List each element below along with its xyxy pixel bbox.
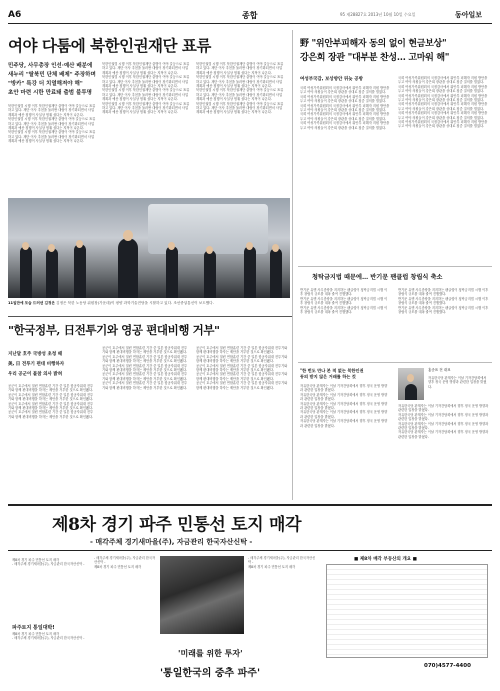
ad-property-table: [326, 564, 488, 658]
issue-date: 95 제28827호 2013년 10월 10일 수요일: [340, 12, 416, 17]
main-body-col1: 북한인권법 시행 이후 북한인권재단 출범이 여야 갈등으로 표류하고 있다. 재단 이사 추천을 둘러싼 대립이 장기화되면서 사업 계획과 예산 집행이 사실상 멈춰 섰다는 지적이 나온다. 북한인권법 시행 이후 북한인권재단 출범이 여야 갈등으로 표류하고 있다. 재단 이사 추천을 둘러싼 대립이 장기화되면서 사업 계획과 예산 집행이 사실상 멈춰 섰다는 지적이 나온다. 북한인권법 시행 이후 북한인권재단 출범이 여야 갈등으로 표류하고 있다. 재단 이사 추천을 둘러싼 대립이 장기화되면서 사업 계획과 예산 집행이 사실상 멈춰 섰다는 지적이 나온다.: [8, 104, 96, 144]
ad-left-label: 파주토지 통일대박!: [12, 625, 55, 631]
official-head: [246, 242, 253, 250]
ad-map-image: [160, 556, 244, 634]
right-body-col2: 국회 여성가족위원회의 국정감사에서 위안부 피해자 지원 방안을 두고 여야 의원들이 강은희 장관을 상대로 집중 질의를 벌였다. 국회 여성가족위원회의 국정감사에서 위안부 피해자 지원 방안을 두고 여야 의원들이 강은희 장관을 상대로 집중 질의를 벌였다. 국회 여성가족위원회의 국정감사에서 위안부 피해자 지원 방안을 두고 여야 의원들이 강은희 장관을 상대로 집중 질의를 벌였다. 국회 여성가족위원회의 국정감사에서 위안부 피해자 지원 방안을 두고 여야 의원들이 강은희 장관을 상대로 집중 질의를 벌였다. 국회 여성가족위원회의 국정감사에서 위안부 피해자 지원 방안을 두고 여야 의원들이 강은희 장관을 상대로 집중 질의를 벌였다. 국회 여성가족위원회의 국정감사에서 위안부 피해자 지원 방안을 두고 여야 의원들이 강은희 장관을 상대로 집중 질의를 벌였다.: [398, 76, 488, 129]
main-subhead: "방카" 특강 더 치열해져야 해": [8, 81, 83, 87]
quote-subhead: 지난달 호주 국방성 초청 때: [8, 352, 63, 357]
quote-subhead: 우리 공군이 불참 의사 밝혀: [8, 372, 63, 377]
ad-middle-right-text: - 매각주체 경기새마을(주), 자금관리 한국자산신탁 - 제8차 경기 파주 민통선 토지 매각: [248, 556, 316, 569]
section-divider: [298, 362, 492, 363]
ad-slogan-1: '미래를 위한 투자': [178, 648, 243, 658]
ad-left-text-2: 제8차 경기 파주 민통선 토지 매각 - 매각주체 경기새마을(주), 자금관리 한국자산신탁 -: [12, 632, 85, 641]
quote-body-col1: 공군이 호주에서 열린 연합훈련 기간 중 일본 항공자위대 전투기와 함께 편대비행을 하자는 제안을 거부한 것으로 확인됐다. 공군이 호주에서 열린 연합훈련 기간 중 일본 항공자위대 전투기와 함께 편대비행을 하자는 제안을 거부한 것으로 확인됐다. 공군이 호주에서 열린 연합훈련 기간 중 일본 항공자위대 전투기와 함께 편대비행을 하자는 제안을 거부한 것으로 확인됐다. 공군이 호주에서 열린 연합훈련 기간 중 일본 항공자위대 전투기와 함께 편대비행을 하자는 제안을 거부한 것으로 확인됐다.: [8, 384, 94, 419]
photo-caption-text: 김정은 북한 노동당 위원장(가운데)이 평양 과학기술전당을 시찰하고 있다. 조선중앙통신이 보도했다.: [56, 301, 214, 305]
right-headline-1: 野 "위안부피해자 동의 없이 현금보상": [300, 39, 447, 49]
section-divider: [298, 266, 492, 267]
official-head: [76, 240, 83, 248]
right-subhead: 여성부국감, 보상방안 뒤늦 공방: [300, 77, 363, 82]
kim-jong-un-head: [123, 230, 133, 241]
official-figure: [270, 248, 282, 298]
third-right-headline: [300, 368, 390, 380]
photo-caption: [8, 301, 292, 306]
official-head: [272, 244, 279, 252]
official-head: [22, 242, 29, 250]
official-figure: [166, 246, 178, 298]
third-right-subhead: 동의 받지 않은 거래를 하는 것: [300, 374, 356, 379]
quote-headline: "한국정부, 日전투기와 영공 편대비행 거부": [8, 323, 220, 337]
section-label: 종합: [242, 11, 258, 20]
main-subheads: [8, 62, 96, 98]
second-right-body-col2: 반기문 유엔 사무총장을 지지하는 팬클럽이 청탁금지법 시행 이후 창립식 규모를 대폭 줄여 진행했다. 반기문 유엔 사무총장을 지지하는 팬클럽이 청탁금지법 시행 이후 창립식 규모를 대폭 줄여 진행했다. 반기문 유엔 사무총장을 지지하는 팬클럽이 청탁금지법 시행 이후 창립식 규모를 대폭 줄여 진행했다.: [398, 288, 489, 315]
ad-bottom-rule: [8, 550, 492, 551]
ad-table-title: ■ 제8차 매각 부동산의 개요 ■: [354, 557, 417, 562]
official-figure: [204, 250, 216, 298]
main-subhead: 초안 마련 시한 만료돼 출범 불투명: [8, 90, 92, 96]
header-rule: [8, 23, 492, 24]
main-subhead: 민주당, 사무총장 인선·예산 배분에: [8, 63, 93, 69]
section-rule: [8, 316, 292, 317]
ad-subline: - 매각주체 경기새마을(주), 자금관리 한국자산신탁 -: [90, 538, 253, 546]
kim-jong-un-photo: [8, 198, 290, 298]
official-figure: [244, 246, 256, 298]
ad-top-rule: [8, 504, 492, 506]
quote-body-col3: 공군이 호주에서 열린 연합훈련 기간 중 일본 항공자위대 전투기와 함께 편대비행을 하자는 제안을 거부한 것으로 확인됐다. 공군이 호주에서 열린 연합훈련 기간 중 일본 항공자위대 전투기와 함께 편대비행을 하자는 제안을 거부한 것으로 확인됐다. 공군이 호주에서 열린 연합훈련 기간 중 일본 항공자위대 전투기와 함께 편대비행을 하자는 제안을 거부한 것으로 확인됐다. 공군이 호주에서 열린 연합훈련 기간 중 일본 항공자위대 전투기와 함께 편대비행을 하자는 제안을 거부한 것으로 확인됐다. 공군이 호주에서 열린 연합훈련 기간 중 일본 항공자위대 전투기와 함께 편대비행을 하자는 제안을 거부한 것으로 확인됐다.: [196, 346, 288, 390]
right-headline-2: 강은희 장관 "대부분 찬성… 고마워 해": [300, 53, 450, 63]
third-right-body-col1: 자유한국당 관계자는 이날 기자간담회에서 향후 정국 운영 방향과 관련한 입장을 밝혔다. 자유한국당 관계자는 이날 기자간담회에서 향후 정국 운영 방향과 관련한 입장을 밝혔다. 자유한국당 관계자는 이날 기자간담회에서 향후 정국 운영 방향과 관련한 입장을 밝혔다. 자유한국당 관계자는 이날 기자간담회에서 향후 정국 운영 방향과 관련한 입장을 밝혔다. 자유한국당 관계자는 이날 기자간담회에서 향후 정국 운영 방향과 관련한 입장을 밝혔다.: [300, 384, 388, 428]
quote-subheads: [8, 350, 96, 380]
photo-caption-title: 11일만에 모습 드러낸 김정은: [8, 301, 55, 305]
main-body-col2: 북한인권법 시행 이후 북한인권재단 출범이 여야 갈등으로 표류하고 있다. 재단 이사 추천을 둘러싼 대립이 장기화되면서 사업 계획과 예산 집행이 사실상 멈춰 섰다는 지적이 나온다. 북한인권법 시행 이후 북한인권재단 출범이 여야 갈등으로 표류하고 있다. 재단 이사 추천을 둘러싼 대립이 장기화되면서 사업 계획과 예산 집행이 사실상 멈춰 섰다는 지적이 나온다. 북한인권법 시행 이후 북한인권재단 출범이 여야 갈등으로 표류하고 있다. 재단 이사 추천을 둘러싼 대립이 장기화되면서 사업 계획과 예산 집행이 사실상 멈춰 섰다는 지적이 나온다. 북한인권법 시행 이후 북한인권재단 출범이 여야 갈등으로 표류하고 있다. 재단 이사 추천을 둘러싼 대립이 장기화되면서 사업 계획과 예산 집행이 사실상 멈춰 섰다는 지적이 나온다.: [102, 62, 190, 115]
second-right-body-col1: 반기문 유엔 사무총장을 지지하는 팬클럽이 청탁금지법 시행 이후 창립식 규모를 대폭 줄여 진행했다. 반기문 유엔 사무총장을 지지하는 팬클럽이 청탁금지법 시행 이후 창립식 규모를 대폭 줄여 진행했다. 반기문 유엔 사무총장을 지지하는 팬클럽이 청탁금지법 시행 이후 창립식 규모를 대폭 줄여 진행했다.: [300, 288, 388, 315]
official-head: [168, 242, 175, 250]
kim-jong-un-figure: [118, 238, 138, 298]
right-body-col1: 국회 여성가족위원회의 국정감사에서 위안부 피해자 지원 방안을 두고 여야 의원들이 강은희 장관을 상대로 집중 질의를 벌였다. 국회 여성가족위원회의 국정감사에서 위안부 피해자 지원 방안을 두고 여야 의원들이 강은희 장관을 상대로 집중 질의를 벌였다. 국회 여성가족위원회의 국정감사에서 위안부 피해자 지원 방안을 두고 여야 의원들이 강은희 장관을 상대로 집중 질의를 벌였다. 국회 여성가족위원회의 국정감사에서 위안부 피해자 지원 방안을 두고 여야 의원들이 강은희 장관을 상대로 집중 질의를 벌였다. 국회 여성가족위원회의 국정감사에서 위안부 피해자 지원 방안을 두고 여야 의원들이 강은희 장관을 상대로 집중 질의를 벌였다.: [300, 86, 390, 130]
portrait-photo: [398, 368, 424, 400]
quote-subhead: 美, 日 전투기 편대 비행하자: [8, 362, 65, 367]
main-body-col3: 북한인권법 시행 이후 북한인권재단 출범이 여야 갈등으로 표류하고 있다. 재단 이사 추천을 둘러싼 대립이 장기화되면서 사업 계획과 예산 집행이 사실상 멈춰 섰다는 지적이 나온다. 북한인권법 시행 이후 북한인권재단 출범이 여야 갈등으로 표류하고 있다. 재단 이사 추천을 둘러싼 대립이 장기화되면서 사업 계획과 예산 집행이 사실상 멈춰 섰다는 지적이 나온다. 북한인권법 시행 이후 북한인권재단 출범이 여야 갈등으로 표류하고 있다. 재단 이사 추천을 둘러싼 대립이 장기화되면서 사업 계획과 예산 집행이 사실상 멈춰 섰다는 지적이 나온다. 북한인권법 시행 이후 북한인권재단 출범이 여야 갈등으로 표류하고 있다. 재단 이사 추천을 둘러싼 대립이 장기화되면서 사업 계획과 예산 집행이 사실상 멈춰 섰다는 지적이 나온다.: [196, 62, 284, 115]
official-figure: [74, 244, 86, 298]
third-right-body-col2: 자유한국당 관계자는 이날 기자간담회에서 향후 정국 운영 방향과 관련한 입장을 밝혔다.: [428, 376, 487, 389]
official-figure: [46, 248, 58, 298]
portrait-body: [405, 384, 417, 400]
ad-slogan-2: '통일한국의 중추 파주': [160, 668, 261, 679]
page-number: A6: [8, 10, 22, 20]
portrait-head: [407, 374, 414, 382]
masthead: 동아일보: [455, 11, 483, 19]
quote-body-col2: 공군이 호주에서 열린 연합훈련 기간 중 일본 항공자위대 전투기와 함께 편대비행을 하자는 제안을 거부한 것으로 확인됐다. 공군이 호주에서 열린 연합훈련 기간 중 일본 항공자위대 전투기와 함께 편대비행을 하자는 제안을 거부한 것으로 확인됐다. 공군이 호주에서 열린 연합훈련 기간 중 일본 항공자위대 전투기와 함께 편대비행을 하자는 제안을 거부한 것으로 확인됐다. 공군이 호주에서 열린 연합훈련 기간 중 일본 항공자위대 전투기와 함께 편대비행을 하자는 제안을 거부한 것으로 확인됐다. 공군이 호주에서 열린 연합훈련 기간 중 일본 항공자위대 전투기와 함께 편대비행을 하자는 제안을 거부한 것으로 확인됐다.: [102, 346, 188, 390]
official-figure: [20, 246, 32, 298]
portrait-caption: 홍준표 전 대표: [428, 368, 451, 372]
ad-headline: 제8차 경기 파주 민통선 토지 매각: [52, 515, 302, 535]
ad-phone: 070)4577-4400: [424, 663, 471, 669]
third-right-subhead: "한 번도 만나 본 적 없는 북한인권: [300, 368, 364, 373]
ad-middle-text: - 매각주체 경기새마을(주), 자금관리 한국자산신탁 - 제8차 경기 파주 민통선 토지 매각: [94, 556, 156, 569]
official-head: [48, 244, 55, 252]
main-subhead: 새누리 "탈북민 단체 배제" 주장하며: [8, 72, 96, 78]
column-divider: [292, 30, 293, 500]
second-right-headline: 청탁금지법 때문에… 반기문 팬클럽 창립식 축소: [312, 274, 443, 281]
official-head: [206, 246, 213, 254]
third-right-body-col3: 자유한국당 관계자는 이날 기자간담회에서 향후 정국 운영 방향과 관련한 입장을 밝혔다. 자유한국당 관계자는 이날 기자간담회에서 향후 정국 운영 방향과 관련한 입장을 밝혔다. 자유한국당 관계자는 이날 기자간담회에서 향후 정국 운영 방향과 관련한 입장을 밝혔다. 자유한국당 관계자는 이날 기자간담회에서 향후 정국 운영 방향과 관련한 입장을 밝혔다.: [398, 404, 489, 439]
ad-left-text: 제8차 경기 파주 민통선 토지 매각 - 매각주체 경기새마을(주), 자금관리 한국자산신탁 -: [12, 558, 85, 567]
main-headline: 여야 다툼에 북한인권재단 표류: [8, 36, 211, 55]
